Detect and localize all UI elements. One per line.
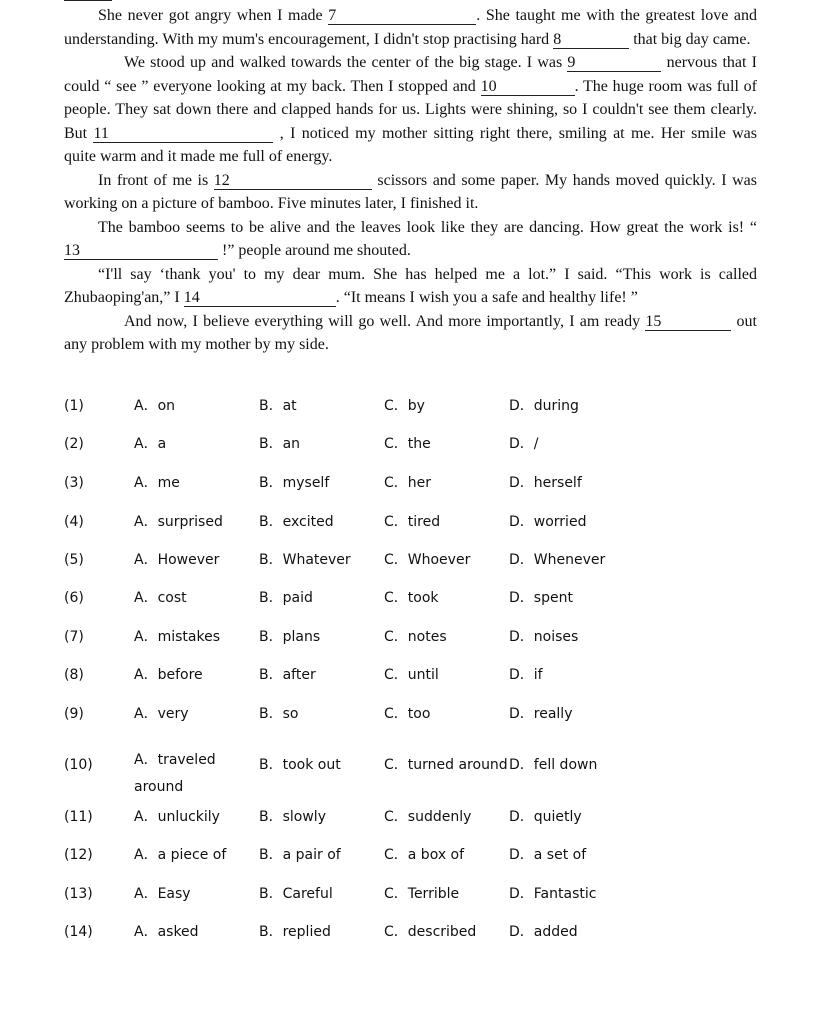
paragraph-4 [64,216,757,263]
option-c[interactable]: C．took [384,590,439,606]
text: . She taught me with the greatest love and understanding. With my mum's encouragement, I didn't stop practising hard [64,7,758,48]
question-row [64,550,764,570]
option-a[interactable]: A．However [134,552,220,568]
option-d[interactable]: D．Whenever [509,552,606,568]
question-number: (2) [64,436,84,452]
option-a[interactable]: A．a piece of [134,847,227,863]
question-row [64,845,764,865]
text: nervous that I could “ see ” everyone looking at my back. Then I stopped and [64,54,757,95]
option-a[interactable]: A．before [134,667,203,683]
option-b[interactable]: B．myself [259,475,330,491]
text: We stood up and walked towards the center of the big stage. I was [124,54,563,71]
option-a[interactable]: A．traveled around [134,752,216,795]
option-c[interactable]: C．too [384,706,431,722]
question-row [64,807,764,827]
cloze-passage [64,4,757,357]
option-d[interactable]: D．noises [509,629,579,645]
option-c[interactable]: C．Whoever [384,552,471,568]
text: The bamboo seems to be alive and the leaves look like they are dancing. How great the work is! [98,218,745,236]
option-c[interactable]: C．a box of [384,847,465,863]
blank-15: 15 [645,313,731,331]
question-number: (8) [64,667,84,683]
text: “I'll say ‘thank you' to my dear mum. She has helped me a lot.” I said. “This work is called Zhubaoping'an,” I [64,265,757,306]
option-d[interactable]: D．if [509,667,543,683]
text: She never got angry when I made [98,7,323,24]
option-c[interactable]: C．her [384,475,432,491]
text: And now, I believe everything will go well. And more importantly, I am ready [124,312,641,330]
question-row [64,473,764,493]
question-number: (10) [64,757,93,773]
option-a[interactable]: A．a [134,436,167,452]
option-d[interactable]: D．during [509,398,579,414]
question-number: (11) [64,809,93,825]
option-a[interactable]: A．me [134,475,180,491]
question-number: (13) [64,886,93,902]
blank-10: 10 [481,78,575,96]
option-b[interactable]: B．so [259,706,299,722]
option-b[interactable]: B．replied [259,924,331,940]
blank-8: 8 [553,31,629,49]
option-c[interactable]: C．tired [384,514,441,530]
option-c[interactable]: C．the [384,436,431,452]
option-b[interactable]: B．paid [259,590,313,606]
option-b[interactable]: B．took out [259,757,341,773]
text: that big day came. [633,30,751,48]
question-row [64,704,764,724]
option-b[interactable]: B．Careful [259,886,333,902]
question-row [64,396,764,416]
option-d[interactable]: D．added [509,924,578,940]
question-row [64,512,764,532]
option-c[interactable]: C．notes [384,629,447,645]
paragraph-2 [64,51,757,169]
option-b[interactable]: B．slowly [259,809,326,825]
question-row [64,884,764,904]
question-number: (14) [64,924,93,940]
top-rule [64,0,112,1]
text: scissors and some paper. My hands moved quickly. I was working on a picture of bamboo. Five minutes later, I finished it. [64,171,757,212]
option-a[interactable]: A．asked [134,924,199,940]
option-c[interactable]: C．Terrible [384,886,460,902]
question-row [64,665,764,685]
option-b[interactable]: B．plans [259,629,321,645]
option-a[interactable]: A．Easy [134,886,191,902]
paragraph-1 [64,4,757,51]
blank-13: 13 [64,242,218,260]
option-c[interactable]: C．turned around [384,757,508,773]
question-number: (5) [64,552,84,568]
option-b[interactable]: B．at [259,398,297,414]
option-a[interactable]: A．on [134,398,176,414]
option-d[interactable]: D．herself [509,475,582,491]
option-a[interactable]: A．cost [134,590,187,606]
option-c[interactable]: C．described [384,924,477,940]
option-d[interactable]: D．quietly [509,809,582,825]
paragraph-3 [64,169,757,216]
question-row [64,752,764,795]
option-b[interactable]: B．a pair of [259,847,341,863]
blank-14: 14 [184,289,336,307]
paragraph-6 [64,310,757,357]
option-d[interactable]: D．/ [509,436,539,452]
blank-11: 11 [93,125,273,143]
option-d[interactable]: D．really [509,706,573,722]
option-a[interactable]: A．unluckily [134,809,220,825]
text: out any problem with my mother by my side. [64,312,757,353]
option-b[interactable]: B．after [259,667,316,683]
option-b[interactable]: B．an [259,436,301,452]
option-d[interactable]: D．a set of [509,847,587,863]
text: . The huge room was full of people. They sat down there and clapped hands for us. Lights were shining, so I couldn't see them clearly. But [64,77,758,142]
question-number: (3) [64,475,84,491]
text: . “It means I wish you a safe and healthy life! ” [335,289,638,306]
option-d[interactable]: D．worried [509,514,587,530]
question-number: (4) [64,514,84,530]
option-a[interactable]: A．surprised [134,514,223,530]
question-number: (7) [64,629,84,645]
question-row [64,922,764,942]
option-d[interactable]: D．Fantastic [509,886,597,902]
question-row [64,434,764,454]
blank-12: 12 [214,172,372,190]
question-row [64,627,764,647]
quote-open: “ [749,218,758,236]
option-a[interactable]: A．mistakes [134,629,220,645]
option-c[interactable]: C．by [384,398,425,414]
option-d[interactable]: D．spent [509,590,573,606]
text: !” people around me shouted. [222,242,411,259]
option-a[interactable]: A．very [134,706,189,722]
question-number: (9) [64,706,84,722]
text: , I noticed my mother sitting right there, smiling at me. Her smile was quite warm and it made me full of energy. [64,124,758,165]
question-number: (12) [64,847,93,863]
text: In front of me is [98,171,209,189]
blank-7: 7 [328,7,476,25]
question-number: (1) [64,398,84,414]
option-c[interactable]: C．until [384,667,439,683]
blank-9: 9 [567,54,661,72]
paragraph-5 [64,263,757,310]
question-row [64,588,764,608]
option-d[interactable]: D．fell down [509,757,598,773]
option-b[interactable]: B．excited [259,514,334,530]
option-c[interactable]: C．suddenly [384,809,472,825]
question-number: (6) [64,590,84,606]
option-b[interactable]: B．Whatever [259,552,351,568]
